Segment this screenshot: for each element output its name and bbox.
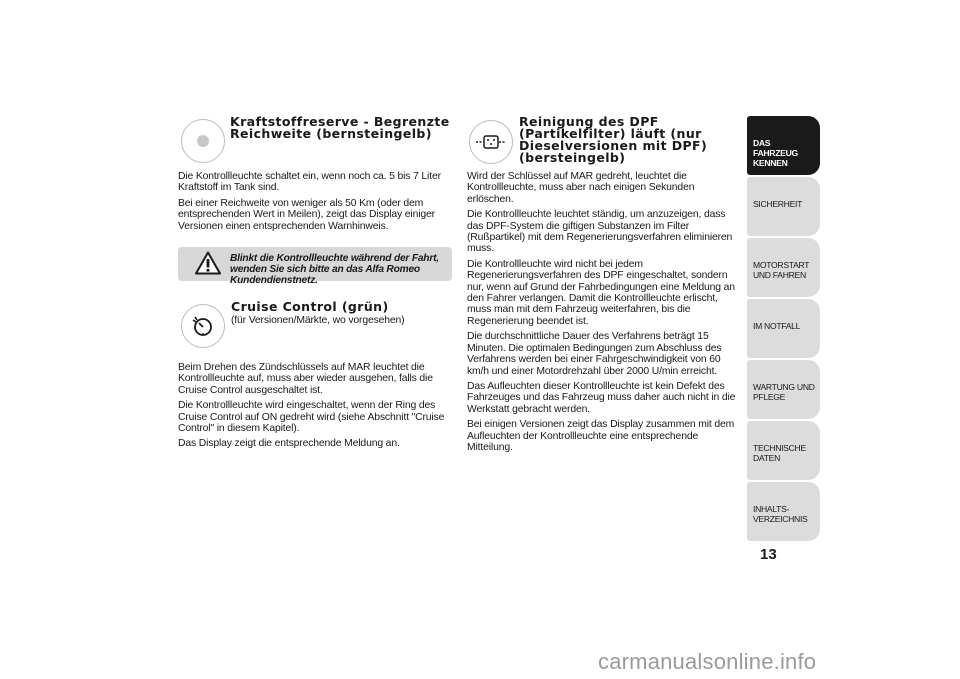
cruise-control-subtitle: (für Versionen/Märkte, wo vorgesehen) [231, 315, 405, 326]
paragraph: Wird der Schlüssel auf MAR gedreht, leuchtet die Kontrollleuchte, muss aber nach einigen Sekunden erlöschen. [467, 171, 695, 205]
tab-das-fahrzeug-kennen[interactable]: DAS FAHRZEUG KENNEN [747, 116, 820, 175]
paragraph: Die Kontrollleuchte leuchtet ständig, um anzuzeigen, dass das DPF-System die giftigen Substanzen im Filter (Rußpartikel) mit dem Regenerierungsverfahren eliminieren muss. [467, 209, 733, 255]
speedometer-icon [189, 312, 217, 340]
tab-im-notfall[interactable]: IM NOTFALL [747, 299, 820, 358]
fuel-reserve-warning-light [181, 119, 225, 163]
tab-motorstart-und-fahren[interactable]: MOTORSTART UND FAHREN [747, 238, 820, 297]
tab-wartung-und-pflege[interactable]: WARTUNG UND PFLEGE [747, 360, 820, 419]
paragraph: Das Display zeigt die entsprechende Meldung an. [178, 438, 400, 450]
page-number: 13 [760, 546, 777, 563]
paragraph: Die Kontrollleuchte schaltet ein, wenn noch ca. 5 bis 7 Liter Kraftstoff im Tank sind. [178, 171, 441, 194]
tab-inhaltsverzeichnis[interactable]: INHALTS-VERZEICHNIS [747, 482, 820, 541]
filled-dot-icon [194, 132, 212, 150]
tab-sicherheit[interactable]: SICHERHEIT [747, 177, 820, 236]
paragraph: Bei einigen Versionen zeigt das Display zusammen mit dem Aufleuchten der Kontrollleuchte eine entsprechende Mitteilung. [467, 419, 735, 453]
warning-text: Blinkt die Kontrollleuchte während der Fahrt, wenden Sie sich bitte an das Alfa Romeo Kundendienstnetz. [230, 253, 439, 287]
paragraph: Die durchschnittliche Dauer des Verfahrens beträgt 15 Minuten. Die optimalen Bedingungen zum Abschluss des Verfahrens werden bei einer Fahrgeschwindigkeit von 60 km/h und einer Motordrehzahl über 2000 U/min erreicht. [467, 331, 722, 377]
dpf-warning-light [469, 120, 513, 164]
paragraph: Das Aufleuchten dieser Kontrollleuchte ist kein Defekt des Fahrzeuges und das Fahrzeug muss daher auch nicht in die Werkstatt gebracht werden. [467, 380, 736, 415]
paragraph: Beim Drehen des Zündschlüssels auf MAR leuchtet die Kontrollleuchte auf, muss aber wieder ausgehen, falls die Cruise Control ausgeschaltet ist. [178, 362, 433, 396]
dpf-text [467, 171, 739, 457]
warning-box [178, 247, 452, 287]
warning-triangle-icon [195, 251, 221, 275]
cruise-control-text [178, 362, 454, 454]
watermark: carmanualsonline.info [598, 649, 817, 674]
cruise-control-warning-light [181, 304, 225, 348]
tab-technische-daten[interactable]: TECHNISCHE DATEN [747, 421, 820, 480]
section-title-fuel-reserve: Kraftstoffreserve - Begrenzte Reichweite (bernsteingelb) [230, 114, 450, 141]
paragraph: Bei einer Reichweite von weniger als 50 Km (oder dem entsprechenden Wert in Meilen), zeigt das Display einiger Versionen einen entsprechenden Warnhinweis. [178, 197, 435, 232]
fuel-reserve-text [178, 171, 454, 236]
dpf-filter-icon [475, 132, 507, 152]
section-title-cruise-control: Cruise Control (grün) [231, 299, 389, 314]
section-title-dpf: Reinigung des DPF (Partikelfilter) läuft (nur Dieselversionen mit DPF) (bersteingelb) [519, 114, 708, 165]
paragraph: Die Kontrollleuchte wird nicht bei jedem Regenerierungsverfahren des DPF eingeschaltet, sondern nur, wenn auf Grund der Fahrbedingungen eine Meldung an den Fahrer verlangen. Damit die Kontrollleuchte erlischt, muss man mit dem Fahrzeug weiterfahren, bis die Regenerierung beendet ist. [467, 258, 735, 327]
paragraph: Die Kontrollleuchte wird eingeschaltet, wenn der Ring des Cruise Control auf ON gedreht wird (siehe Abschnitt "Cruise Control" in diesem Kapitel). [178, 400, 445, 435]
